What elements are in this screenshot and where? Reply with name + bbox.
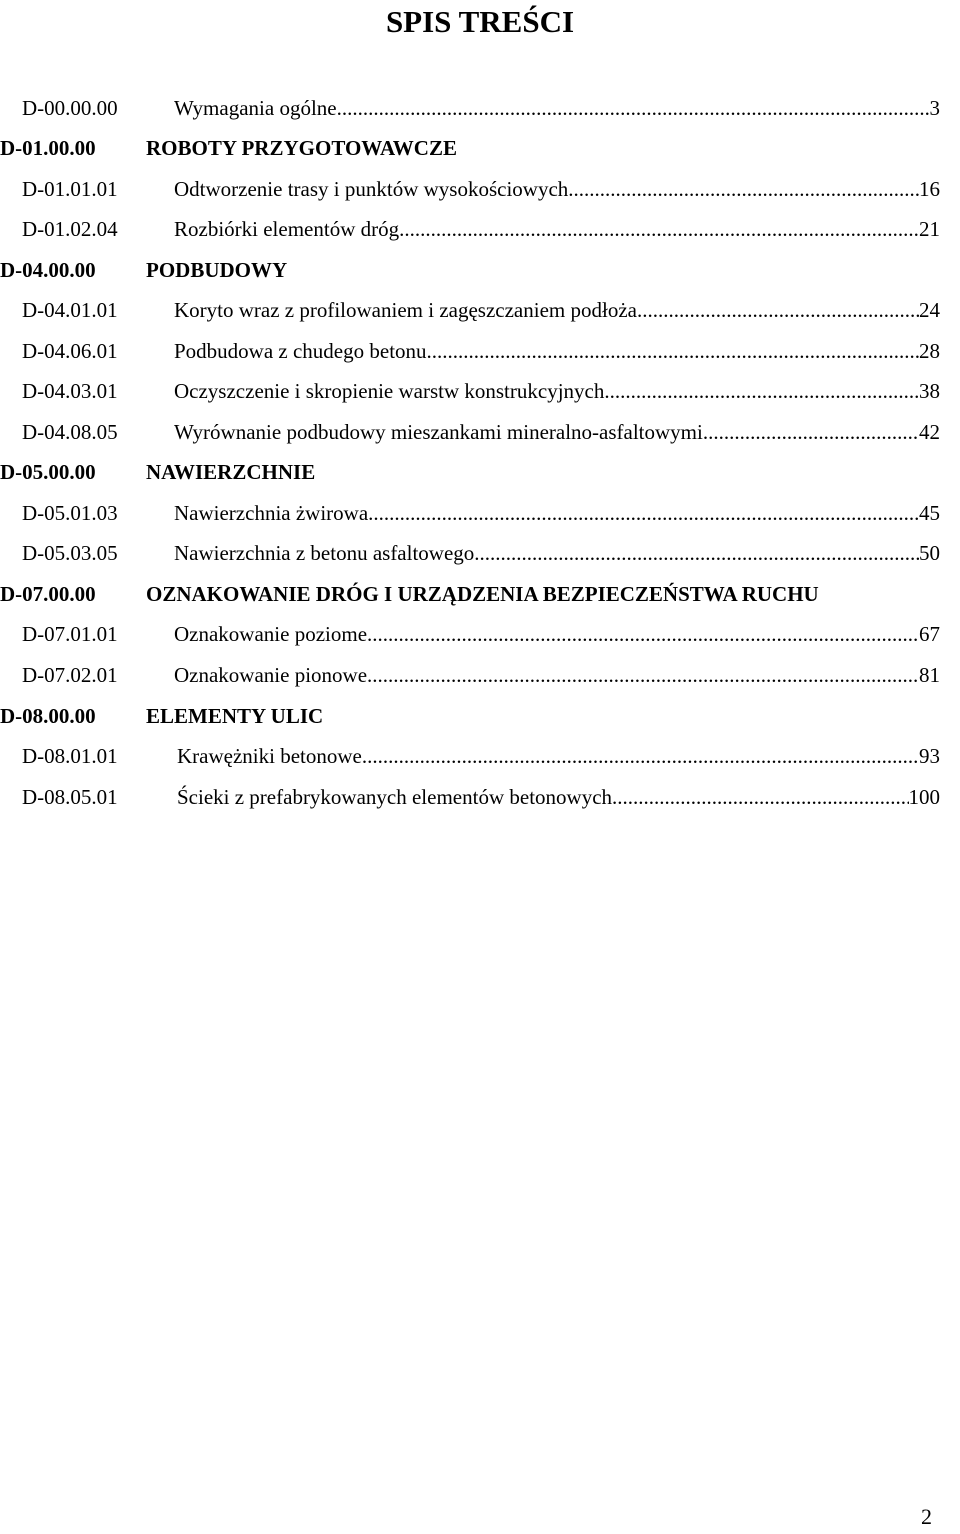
toc-page-number: 67 bbox=[919, 622, 940, 646]
toc-page-number: 3 bbox=[929, 96, 940, 120]
toc-entry[interactable] bbox=[22, 174, 940, 204]
dot-leader bbox=[372, 619, 919, 649]
toc-title: Nawierzchnia z betonu asfaltowego bbox=[174, 541, 475, 565]
toc-code: D-04.00.00 bbox=[0, 258, 96, 282]
toc-entry[interactable] bbox=[22, 295, 940, 325]
toc-title: Oczyszczenie i skropienie warstw konstrukcyjnych bbox=[174, 379, 605, 403]
toc-section[interactable] bbox=[0, 133, 940, 163]
toc-code: D-01.02.04 bbox=[22, 217, 118, 241]
toc-code: D-05.01.03 bbox=[22, 501, 118, 525]
toc-page-number: 50 bbox=[919, 541, 940, 565]
toc-page-number: 16 bbox=[919, 177, 940, 201]
toc-title: Wymagania ogólne bbox=[174, 96, 337, 120]
toc-code: D-07.00.00 bbox=[0, 582, 96, 606]
toc-entry[interactable] bbox=[22, 498, 940, 528]
toc-code: D-04.03.01 bbox=[22, 379, 118, 403]
toc-page-number: 93 bbox=[919, 744, 940, 768]
toc-section[interactable] bbox=[0, 701, 940, 731]
toc-entry[interactable] bbox=[22, 538, 940, 568]
toc-page-number: 24 bbox=[919, 298, 940, 322]
toc-code: D-07.01.01 bbox=[22, 622, 118, 646]
dot-leader bbox=[703, 417, 919, 447]
toc-section-title: PODBUDOWY bbox=[146, 258, 288, 282]
toc-section[interactable] bbox=[0, 255, 940, 285]
dot-leader bbox=[427, 336, 919, 366]
toc-entry[interactable] bbox=[22, 782, 940, 812]
toc-entry[interactable] bbox=[22, 376, 940, 406]
dot-leader bbox=[612, 782, 908, 812]
dot-leader bbox=[337, 93, 930, 123]
dot-leader bbox=[368, 498, 919, 528]
toc-code: D-07.02.01 bbox=[22, 663, 118, 687]
page-number: 2 bbox=[921, 1504, 932, 1529]
toc-page-number: 100 bbox=[908, 785, 940, 809]
toc-page-number: 42 bbox=[919, 420, 940, 444]
toc-section[interactable] bbox=[0, 579, 940, 609]
toc-code: D-01.00.00 bbox=[0, 136, 96, 160]
toc-code: D-00.00.00 bbox=[22, 96, 118, 120]
toc-section[interactable] bbox=[0, 457, 940, 487]
dot-leader bbox=[399, 214, 919, 244]
dot-leader bbox=[637, 295, 919, 325]
dot-leader bbox=[372, 660, 919, 690]
toc-code: D-08.01.01 bbox=[22, 744, 118, 768]
toc-code: D-08.00.00 bbox=[0, 704, 96, 728]
toc-section-title: OZNAKOWANIE DRÓG I URZĄDZENIA BEZPIECZEŃSTWA RUCHU bbox=[146, 582, 819, 606]
toc-section-title: NAWIERZCHNIE bbox=[146, 460, 316, 484]
toc-page-number: 28 bbox=[919, 339, 940, 363]
toc-page-number: 45 bbox=[919, 501, 940, 525]
toc-entry[interactable] bbox=[22, 741, 940, 771]
dot-leader bbox=[362, 741, 919, 771]
toc-title: Ścieki z prefabrykowanych elementów betonowych bbox=[177, 785, 613, 809]
toc-entry[interactable] bbox=[22, 93, 940, 123]
toc-section-title: ROBOTY PRZYGOTOWAWCZE bbox=[146, 136, 457, 160]
toc-title: Nawierzchnia żwirowa bbox=[174, 501, 369, 525]
dot-leader bbox=[568, 174, 919, 204]
toc-title: Koryto wraz z profilowaniem i zagęszczaniem podłoża bbox=[174, 298, 637, 322]
toc-code: D-05.03.05 bbox=[22, 541, 118, 565]
toc-entry[interactable] bbox=[22, 660, 940, 690]
dot-leader bbox=[474, 538, 919, 568]
toc-code: D-04.01.01 bbox=[22, 298, 118, 322]
toc-title: Oznakowanie poziome. bbox=[174, 622, 373, 646]
toc-code: D-01.01.01 bbox=[22, 177, 118, 201]
toc-page-number: 21 bbox=[919, 217, 940, 241]
toc-code: D-04.08.05 bbox=[22, 420, 118, 444]
toc-title: Wyrównanie podbudowy mieszankami mineralno-asfaltowymi bbox=[174, 420, 703, 444]
toc-code: D-05.00.00 bbox=[0, 460, 96, 484]
toc-entry[interactable] bbox=[22, 619, 940, 649]
toc-code: D-08.05.01 bbox=[22, 785, 118, 809]
dot-leader bbox=[604, 376, 919, 406]
toc-page-number: 38 bbox=[919, 379, 940, 403]
toc-title: Krawężniki betonowe bbox=[177, 744, 362, 768]
toc-section-title: ELEMENTY ULIC bbox=[146, 704, 324, 728]
toc-code: D-04.06.01 bbox=[22, 339, 118, 363]
toc-title: Podbudowa z chudego betonu bbox=[174, 339, 427, 363]
toc-entry[interactable] bbox=[22, 417, 940, 447]
toc-title: Odtworzenie trasy i punktów wysokościowych bbox=[174, 177, 569, 201]
toc-entry[interactable] bbox=[22, 336, 940, 366]
toc-page-number: 81 bbox=[919, 663, 940, 687]
toc-title: Rozbiórki elementów dróg bbox=[174, 217, 400, 241]
toc-entry[interactable] bbox=[22, 214, 940, 244]
toc-title: Oznakowanie pionowe. bbox=[174, 663, 373, 687]
page-title: SPIS TREŚCI bbox=[385, 4, 575, 39]
